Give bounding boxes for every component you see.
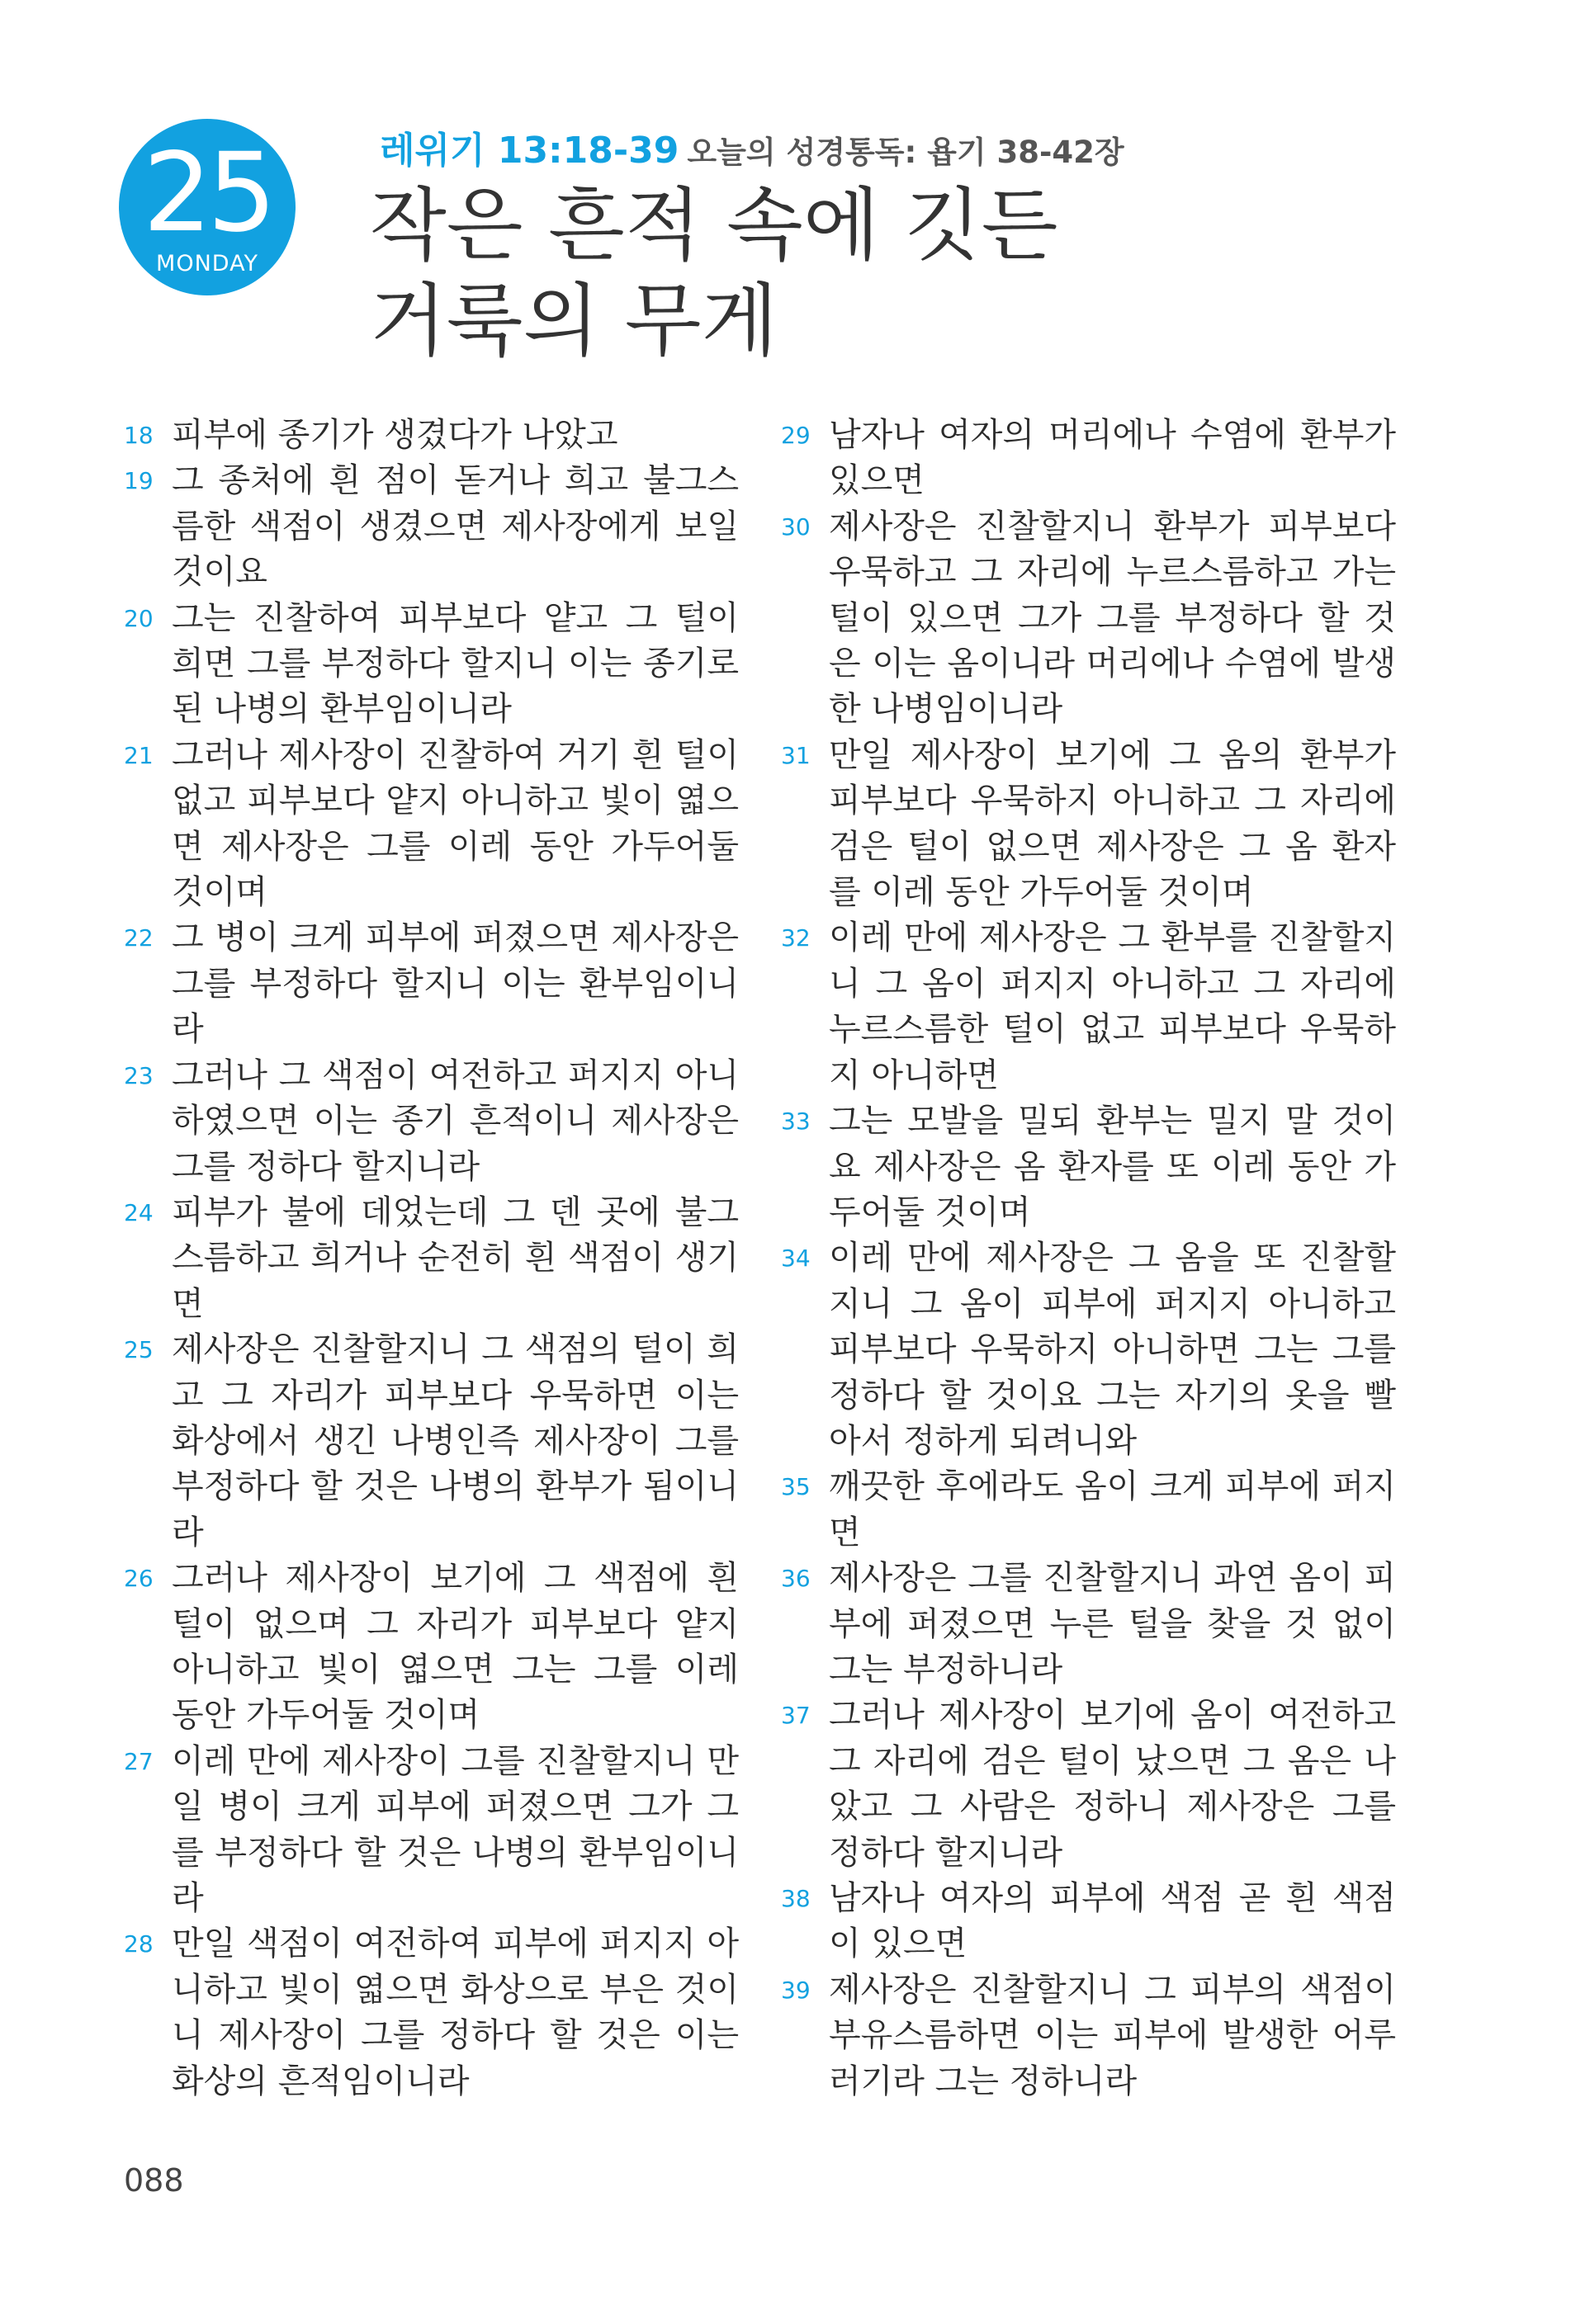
verse-text: 이레 만에 제사장은 그 환부를 진찰할지니 그 옴이 퍼지지 아니하고 그 자리에 누르스름한 털이 없고 피부보다 우묵하지 아니하면 <box>829 919 1396 1094</box>
scripture-reference: 레위기 13:18-39 <box>380 130 679 172</box>
day-badge <box>119 119 296 295</box>
verse-text: 그 종처에 흰 점이 돋거나 희고 불그스름한 색점이 생겼으면 제사장에게 보일 것이요 <box>172 461 739 592</box>
day-number: 25 <box>143 130 272 257</box>
verse <box>124 1921 739 2104</box>
verse-number: 26 <box>124 1565 154 1593</box>
verse-text: 그는 모발을 밀되 환부는 밀지 말 것이요 제사장은 옴 환자를 또 이레 동안 가두어둘 것이며 <box>829 1102 1396 1231</box>
verse <box>124 1739 739 1922</box>
verse <box>781 413 1396 504</box>
verse-number: 24 <box>124 1198 154 1226</box>
verse-text: 남자나 여자의 머리에나 수염에 환부가 있으면 <box>829 416 1396 500</box>
verse <box>781 1464 1396 1556</box>
right-verse-column <box>781 413 1396 2104</box>
verse-number: 23 <box>124 1061 154 1089</box>
verse-number: 19 <box>124 467 154 495</box>
verse <box>781 1235 1396 1464</box>
verse-number: 33 <box>781 1108 811 1136</box>
verse-text: 그러나 제사장이 진찰하여 거기 흰 털이 없고 피부보다 얕지 아니하고 빛이 엷으면 제사장은 그를 이레 동안 가두어둘 것이며 <box>172 735 739 912</box>
verse-number: 30 <box>781 513 811 541</box>
verse-text: 피부가 불에 데었는데 그 덴 곳에 불그스름하고 희거나 순전히 흰 색점이 생기면 <box>172 1193 739 1323</box>
verse-text: 만일 제사장이 보기에 그 옴의 환부가 피부보다 우묵하지 아니하고 그 자리에 검은 털이 없으면 제사장은 그 옴 환자를 이레 동안 가두어둘 것이며 <box>829 735 1396 912</box>
verse-number: 27 <box>124 1747 154 1775</box>
verse-number: 25 <box>124 1336 154 1364</box>
verse <box>124 1190 739 1327</box>
verse-text: 이레 만에 제사장이 그를 진찰할지니 만일 병이 크게 피부에 퍼졌으면 그가 그를 부정하다 할 것은 나병의 환부임이니라 <box>172 1741 739 1917</box>
verse-text: 이레 만에 제사장은 그 옴을 또 진찰할지니 그 옴이 피부에 퍼지지 아니하고 피부보다 우묵하지 아니하면 그는 그를 정하다 할 것이요 그는 자기의 옷을 빨아서 정하게 되려니와 <box>829 1239 1396 1460</box>
verse-text: 깨끗한 후에라도 옴이 크게 피부에 퍼지면 <box>829 1467 1396 1552</box>
day-name: MONDAY <box>156 251 258 276</box>
verse-number: 32 <box>781 924 811 952</box>
daily-reading: 오늘의 성경통독: 욥기 38-42장 <box>687 135 1124 170</box>
verse-text: 제사장은 진찰할지니 환부가 피부보다 우묵하고 그 자리에 누르스름하고 가는 털이 있으면 그가 그를 부정하다 할 것은 이는 옴이니라 머리에나 수염에 발생한 나병임이니라 <box>829 507 1396 729</box>
verse <box>124 1556 739 1739</box>
title-line-1: 작은 흔적 속에 깃든 <box>370 179 1058 272</box>
verse <box>124 733 739 916</box>
verse <box>781 1693 1396 1876</box>
verse <box>781 1967 1396 2104</box>
verse <box>124 413 739 458</box>
verse-number: 35 <box>781 1473 811 1501</box>
verse-text: 피부에 종기가 생겼다가 나았고 <box>172 416 618 454</box>
verse-number: 22 <box>124 924 154 952</box>
verse <box>781 1098 1396 1235</box>
page-title <box>370 177 1484 369</box>
verse <box>781 733 1396 916</box>
left-verse-column <box>124 413 739 2104</box>
verse-text: 제사장은 진찰할지니 그 피부의 색점이 부유스름하면 이는 피부에 발생한 어루러기라 그는 정하니라 <box>829 1970 1396 2100</box>
verse <box>124 1053 739 1190</box>
verse-number: 18 <box>124 422 154 449</box>
verse <box>124 458 739 595</box>
verse-number: 31 <box>781 741 811 769</box>
verse <box>781 915 1396 1098</box>
verse-number: 29 <box>781 422 811 449</box>
verse-text: 그러나 제사장이 보기에 그 색점에 흰 털이 없으며 그 자리가 피부보다 얕지 아니하고 빛이 엷으면 그는 그를 이레 동안 가두어둘 것이며 <box>172 1559 739 1735</box>
verse-text: 그러나 제사장이 보기에 옴이 여전하고 그 자리에 검은 털이 났으면 그 옴은 나았고 그 사람은 정하니 제사장은 그를 정하다 할지니라 <box>829 1696 1396 1872</box>
verse-number: 37 <box>781 1702 811 1730</box>
verse <box>124 1327 739 1556</box>
verse-number: 39 <box>781 1976 811 2004</box>
verse <box>781 504 1396 733</box>
verse-text: 그러나 그 색점이 여전하고 퍼지지 아니하였으면 이는 종기 흔적이니 제사장은 그를 정하다 할지니라 <box>172 1056 739 1186</box>
page-number: 088 <box>124 2162 184 2199</box>
verse <box>781 1556 1396 1693</box>
verse <box>124 915 739 1052</box>
verse <box>124 596 739 733</box>
verse-text: 남자나 여자의 피부에 색점 곧 흰 색점이 있으면 <box>829 1879 1396 1963</box>
verse-number: 21 <box>124 741 154 769</box>
verse-text: 제사장은 그를 진찰할지니 과연 옴이 피부에 퍼졌으면 누른 털을 찾을 것 없이 그는 부정하니라 <box>829 1559 1396 1689</box>
verse-number: 34 <box>781 1245 811 1273</box>
verse-number: 28 <box>124 1930 154 1958</box>
verse-number: 38 <box>781 1885 811 1912</box>
verse <box>781 1876 1396 1967</box>
scripture-reference-line <box>380 120 1124 173</box>
verse-text: 그는 진찰하여 피부보다 얕고 그 털이 희면 그를 부정하다 할지니 이는 종기로 된 나병의 환부임이니라 <box>172 598 739 729</box>
verse-number: 20 <box>124 604 154 632</box>
verse-number: 36 <box>781 1565 811 1593</box>
title-line-2: 거룩의 무게 <box>370 275 778 367</box>
verse-text: 그 병이 크게 피부에 퍼졌으면 제사장은 그를 부정하다 할지니 이는 환부임이니라 <box>172 919 739 1049</box>
verse-text: 만일 색점이 여전하여 피부에 퍼지지 아니하고 빛이 엷으면 화상으로 부은 것이니 제사장이 그를 정하다 할 것은 이는 화상의 흔적임이니라 <box>172 1925 739 2100</box>
verse-text: 제사장은 진찰할지니 그 색점의 털이 희고 그 자리가 피부보다 우묵하면 이는 화상에서 생긴 나병인즉 제사장이 그를 부정하다 할 것은 나병의 환부가 됨이니라 <box>172 1330 739 1552</box>
